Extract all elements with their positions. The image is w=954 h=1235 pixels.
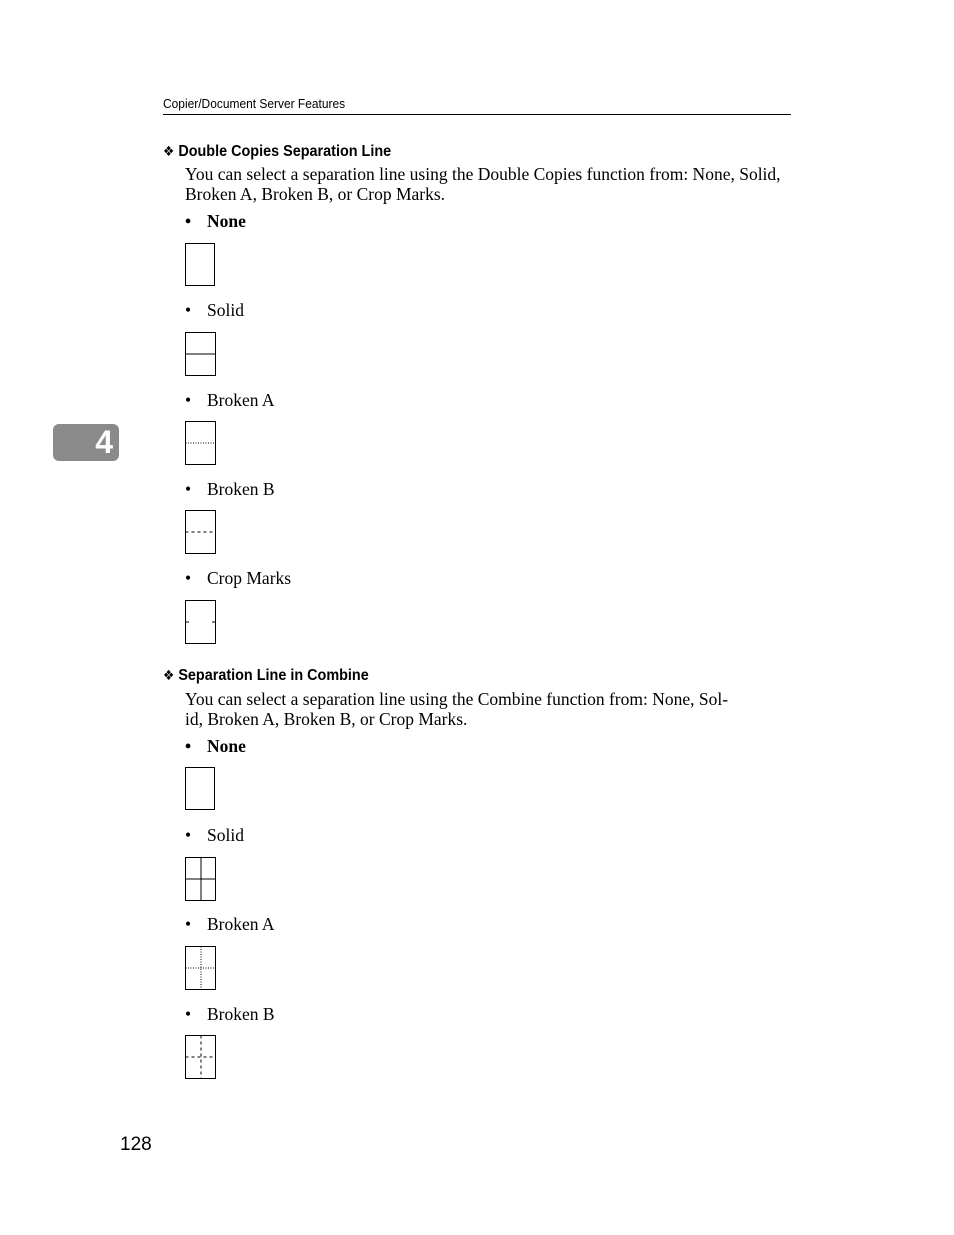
broken-b-line-icon [185, 510, 217, 555]
list-item-broken-a: • Broken A [185, 914, 275, 934]
broken-b-combine-icon [185, 1035, 217, 1080]
list-item-none: • None [185, 736, 246, 756]
section-heading-double-copies [163, 143, 391, 161]
list-item-broken-a: • Broken A [185, 390, 275, 410]
section-body-text-line-1: You can select a separation line using the Combine function from: None, Sol- [185, 689, 729, 709]
section-heading-combine [163, 667, 369, 685]
list-item-broken-b: • Broken B [185, 479, 275, 499]
section-body-text-line-2: id, Broken A, Broken B, or Crop Marks. [185, 709, 468, 729]
list-item-crop-marks: • Crop Marks [185, 568, 292, 588]
none-combine-icon [185, 767, 215, 810]
chapter-number: 4 [95, 424, 113, 460]
list-item-solid: • Solid [185, 300, 244, 320]
section-body-text: You can select a separation line using the Double Copies function from: None, Solid, Broken A, Broken B, or Crop Marks. [185, 164, 781, 204]
running-header: Copier/Document Server Features [163, 96, 346, 111]
list-item-solid: • Solid [185, 825, 244, 845]
crop-marks-icon [185, 600, 217, 645]
list-item-broken-b: • Broken B [185, 1004, 275, 1024]
diamond-bullet-icon: ❖ [163, 667, 175, 683]
diamond-bullet-icon: ❖ [163, 143, 175, 159]
section-title: Separation Line in Combine [178, 667, 369, 684]
list-item-none: • None [185, 211, 246, 231]
broken-a-line-icon [185, 421, 217, 466]
none-line-icon [185, 243, 215, 286]
solid-line-icon [185, 332, 217, 377]
section-title: Double Copies Separation Line [178, 143, 392, 160]
solid-combine-icon [185, 857, 217, 902]
header-rule [163, 114, 791, 115]
page-number: 128 [120, 1134, 152, 1155]
chapter-tab [53, 424, 119, 461]
broken-a-combine-icon [185, 946, 217, 991]
